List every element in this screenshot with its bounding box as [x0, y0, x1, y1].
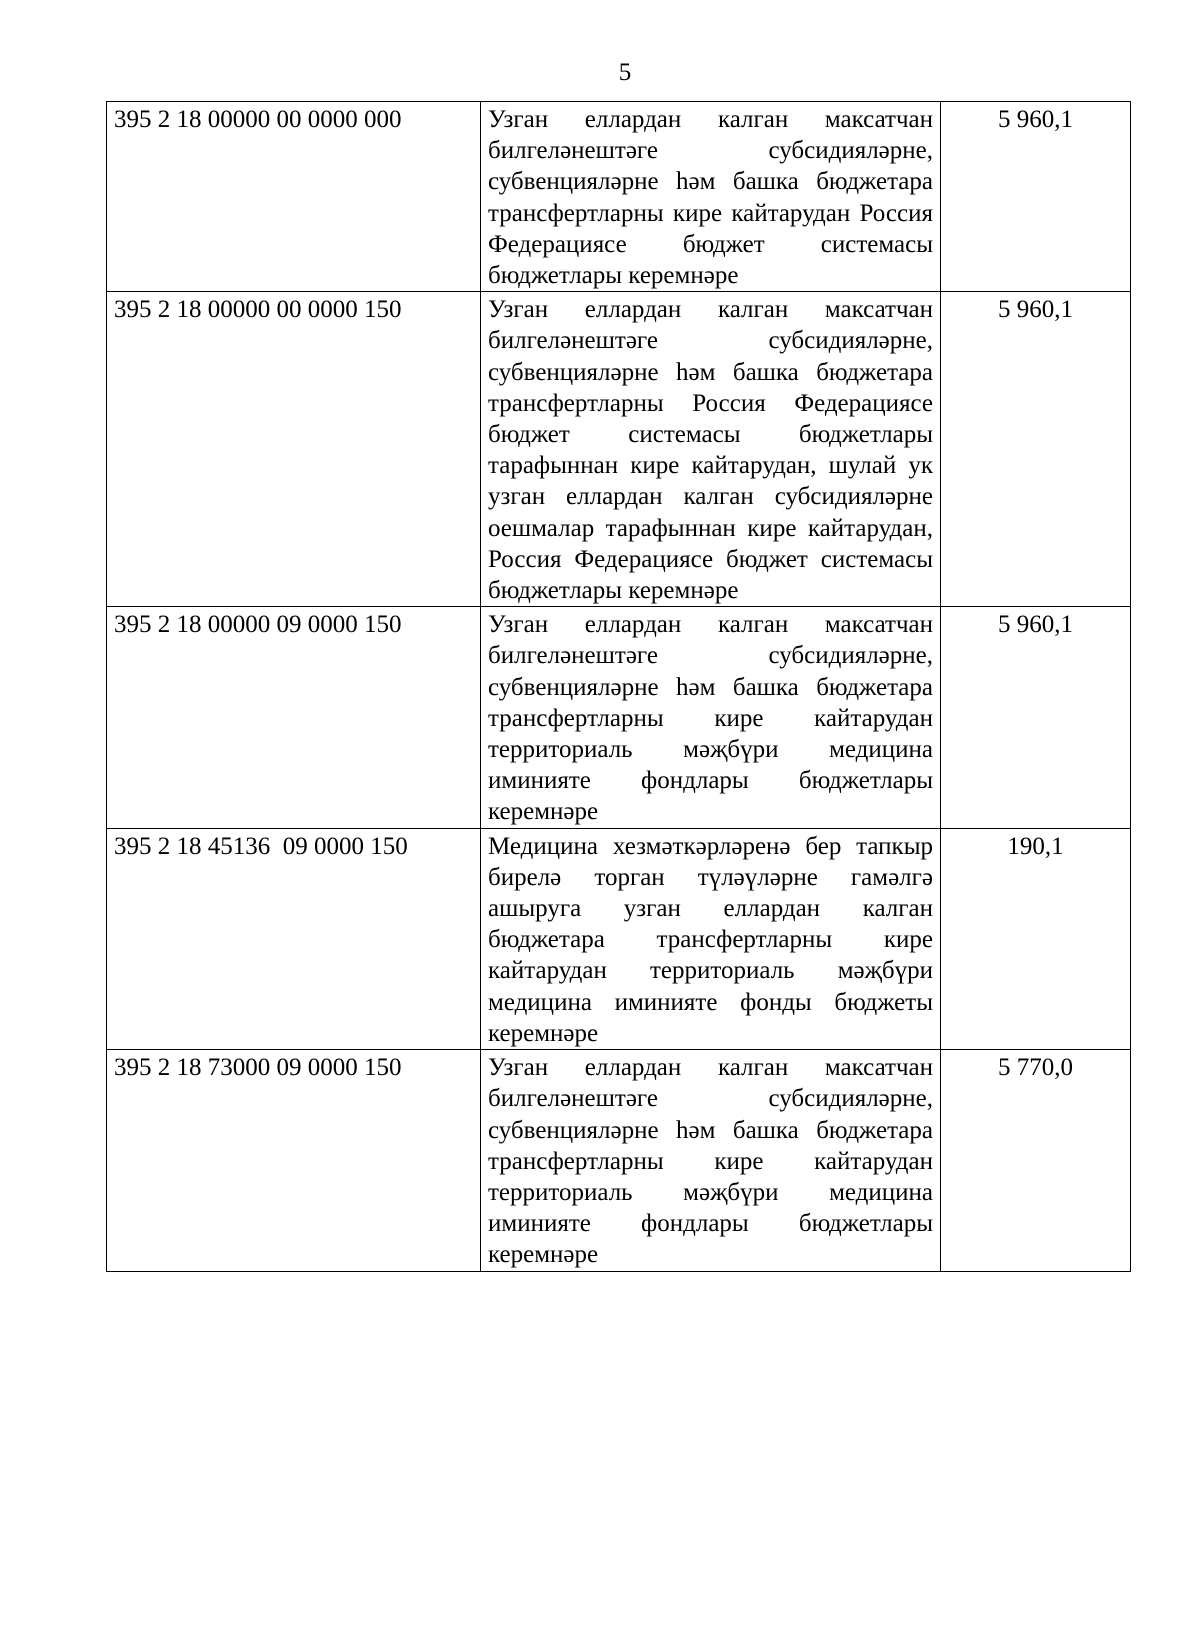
- budget-revenue-table: [106, 101, 1131, 1272]
- budget-code-cell: 395 2 18 73000 09 0000 150: [107, 1050, 481, 1271]
- revenue-description-cell: Узган еллардан калган максатчан билгеләнештәге субсидияләрне, субвенцияләрне һәм башка бюджетара трансфертларны кире кайтарудан Россия Федерациясе бюджет системасы бюджетлары керемнәре: [481, 102, 941, 292]
- budget-code-cell: 395 2 18 45136 09 0000 150: [107, 828, 481, 1049]
- table-row: [107, 1050, 1131, 1271]
- revenue-description-cell: Узган еллардан калган максатчан билгеләнештәге субсидияләрне, субвенцияләрне һәм башка бюджетара трансфертларны Россия Федерациясе бюджет системасы бюджетлары тарафыннан кире кайтарудан, шулай ук узган еллардан калган субсидияләрне оешмалар тарафыннан кире кайтарудан, Россия Федерациясе бюджет системасы бюджетлары керемнәре: [481, 292, 941, 607]
- amount-cell: 190,1: [941, 828, 1131, 1049]
- page-number: 5: [618, 59, 632, 86]
- budget-code-cell: 395 2 18 00000 00 0000 000: [107, 102, 481, 292]
- revenue-description-cell: Медицина хезмәткәрләренә бер тапкыр бирелә торган түләүләрне гамәлгә ашыруга узган еллардан калган бюджетара трансфертларны кире кайтарудан территориаль мәҗбүри медицина иминияте фонды бюджеты керемнәре: [481, 828, 941, 1049]
- table-row: [107, 102, 1131, 292]
- table-row: [107, 292, 1131, 607]
- budget-code-cell: 395 2 18 00000 09 0000 150: [107, 607, 481, 828]
- amount-cell: 5 960,1: [941, 292, 1131, 607]
- table-row: [107, 607, 1131, 828]
- revenue-description-cell: Узган еллардан калган максатчан билгеләнештәге субсидияләрне, субвенцияләрне һәм башка бюджетара трансфертларны кире кайтарудан территориаль мәҗбүри медицина иминияте фондлары бюджетлары керемнәре: [481, 607, 941, 828]
- amount-cell: 5 770,0: [941, 1050, 1131, 1271]
- amount-cell: 5 960,1: [941, 607, 1131, 828]
- revenue-description-cell: Узган еллардан калган максатчан билгеләнештәге субсидияләрне, субвенцияләрне һәм башка бюджетара трансфертларны кире кайтарудан территориаль мәҗбүри медицина иминияте фондлары бюджетлары керемнәре: [481, 1050, 941, 1271]
- amount-cell: 5 960,1: [941, 102, 1131, 292]
- table-row: [107, 828, 1131, 1049]
- budget-code-cell: 395 2 18 00000 00 0000 150: [107, 292, 481, 607]
